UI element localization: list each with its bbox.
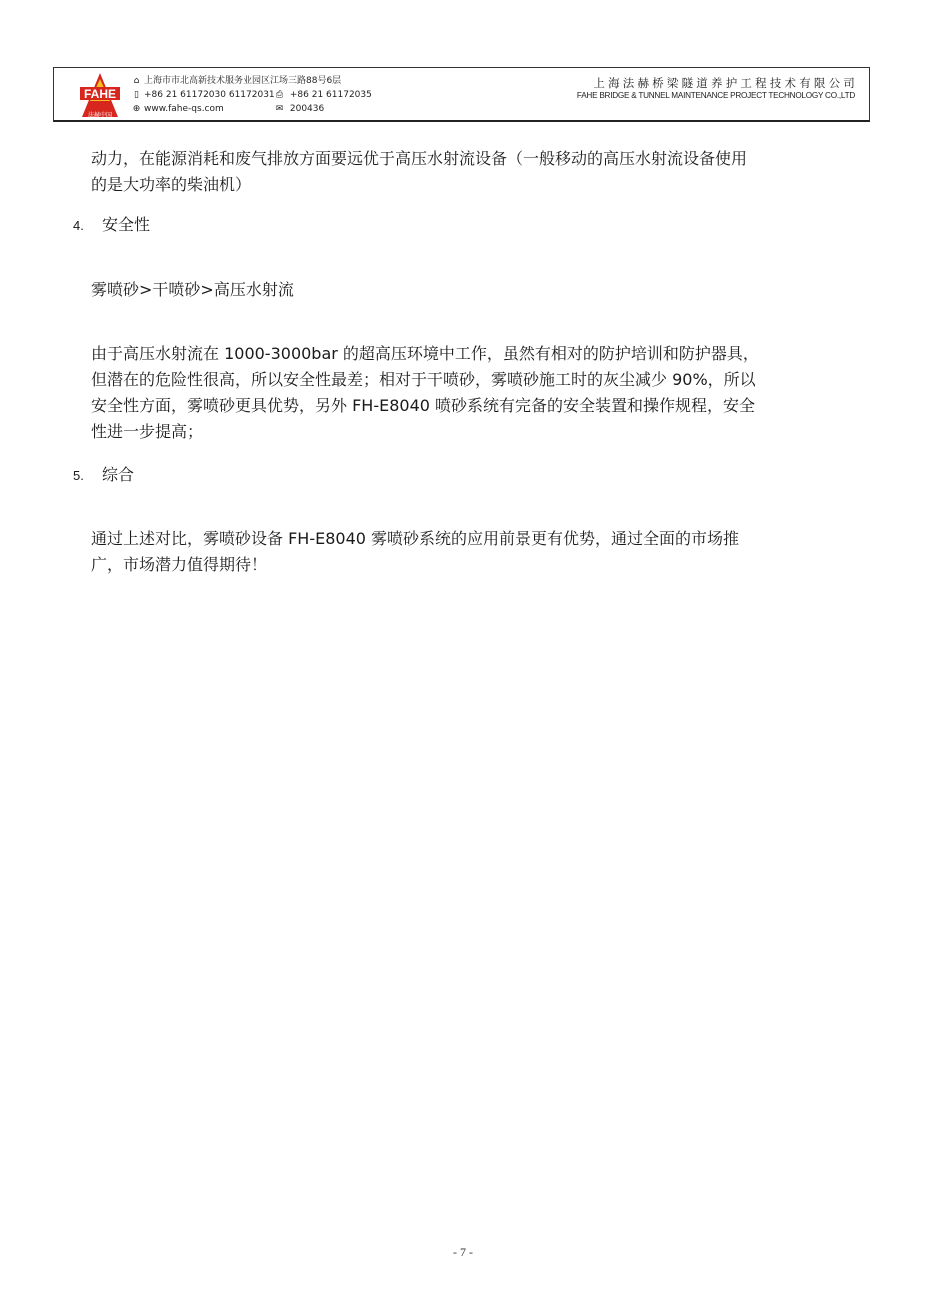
- section-4-line: 但潜在的危险性很高，所以安全性最差；相对于干喷砂，雾喷砂施工时的灰尘减少 90%，所以: [91, 370, 756, 389]
- section-5-heading: [73, 464, 134, 487]
- globe-icon: ⊕: [132, 104, 141, 114]
- section-4-ranking: [91, 277, 861, 303]
- company-name-block: [576, 76, 858, 102]
- section-4-line: 由于高压水射流在 1000-3000bar 的超高压环境中工作，虽然有相对的防护培训和防护器具，: [91, 344, 759, 363]
- section-5-title: 综合: [102, 465, 135, 484]
- postcode-text: 200436: [289, 104, 325, 114]
- fax-text: +86 21 61172035: [289, 90, 372, 100]
- intro-line: 动力，在能源消耗和废气排放方面要远优于高压水射流设备（一般移动的高压水射流设备使用: [91, 149, 748, 168]
- letterhead: [53, 67, 870, 122]
- company-name-cn: 上海法赫桥梁隧道养护工程技术有限公司: [593, 76, 858, 90]
- mail-icon: ✉: [275, 104, 284, 114]
- logo-text: FAHE: [83, 87, 117, 101]
- section-4-line: 性进一步提高；: [91, 422, 204, 441]
- web-row: [131, 102, 341, 116]
- fahe-logo-icon: [76, 71, 124, 119]
- logo-caption: 法赫中国: [87, 112, 113, 119]
- page-number: - 7 -: [453, 1245, 473, 1259]
- fax-group: [274, 88, 372, 102]
- section-5-line: 广，市场潜力值得期待！: [91, 555, 268, 574]
- address-row: [131, 74, 341, 88]
- section-5-line: 通过上述对比，雾喷砂设备 FH-E8040 雾喷砂系统的应用前景更有优势，通过全面的市场推: [91, 529, 740, 548]
- intro-line: 的是大功率的柴油机）: [91, 175, 252, 194]
- address-text: 上海市市北高新技术服务业园区江场三路88号6层: [144, 76, 342, 86]
- section-5-number: 5.: [73, 468, 84, 483]
- contact-block: [131, 74, 372, 116]
- home-icon: ⌂: [133, 76, 140, 86]
- phone-icon: ▯: [134, 90, 139, 100]
- section-5-paragraph: [91, 526, 861, 578]
- section-4-heading: [73, 214, 150, 237]
- company-logo: [76, 71, 124, 119]
- postcode-group: [274, 102, 324, 116]
- section-4-paragraph: [91, 341, 861, 445]
- section-4-title: 安全性: [102, 215, 151, 234]
- website-text[interactable]: www.fahe-qs.com: [144, 104, 224, 114]
- fax-icon: ⎙: [275, 90, 284, 100]
- section-4-line: 安全性方面，雾喷砂更具优势，另外 FH-E8040 喷砂系统有完备的安全装置和操作规程，安全: [91, 396, 756, 415]
- intro-paragraph: [91, 146, 861, 198]
- phone-text: +86 21 61172030 61172031: [144, 90, 275, 100]
- section-4-number: 4.: [73, 218, 84, 233]
- ranking-text: 雾喷砂>干喷砂>高压水射流: [91, 280, 294, 299]
- phone-row: [131, 88, 372, 102]
- company-name-en: FAHE BRIDGE & TUNNEL MAINTENANCE PROJECT TECHNOLOGY CO.,LTD: [576, 91, 855, 100]
